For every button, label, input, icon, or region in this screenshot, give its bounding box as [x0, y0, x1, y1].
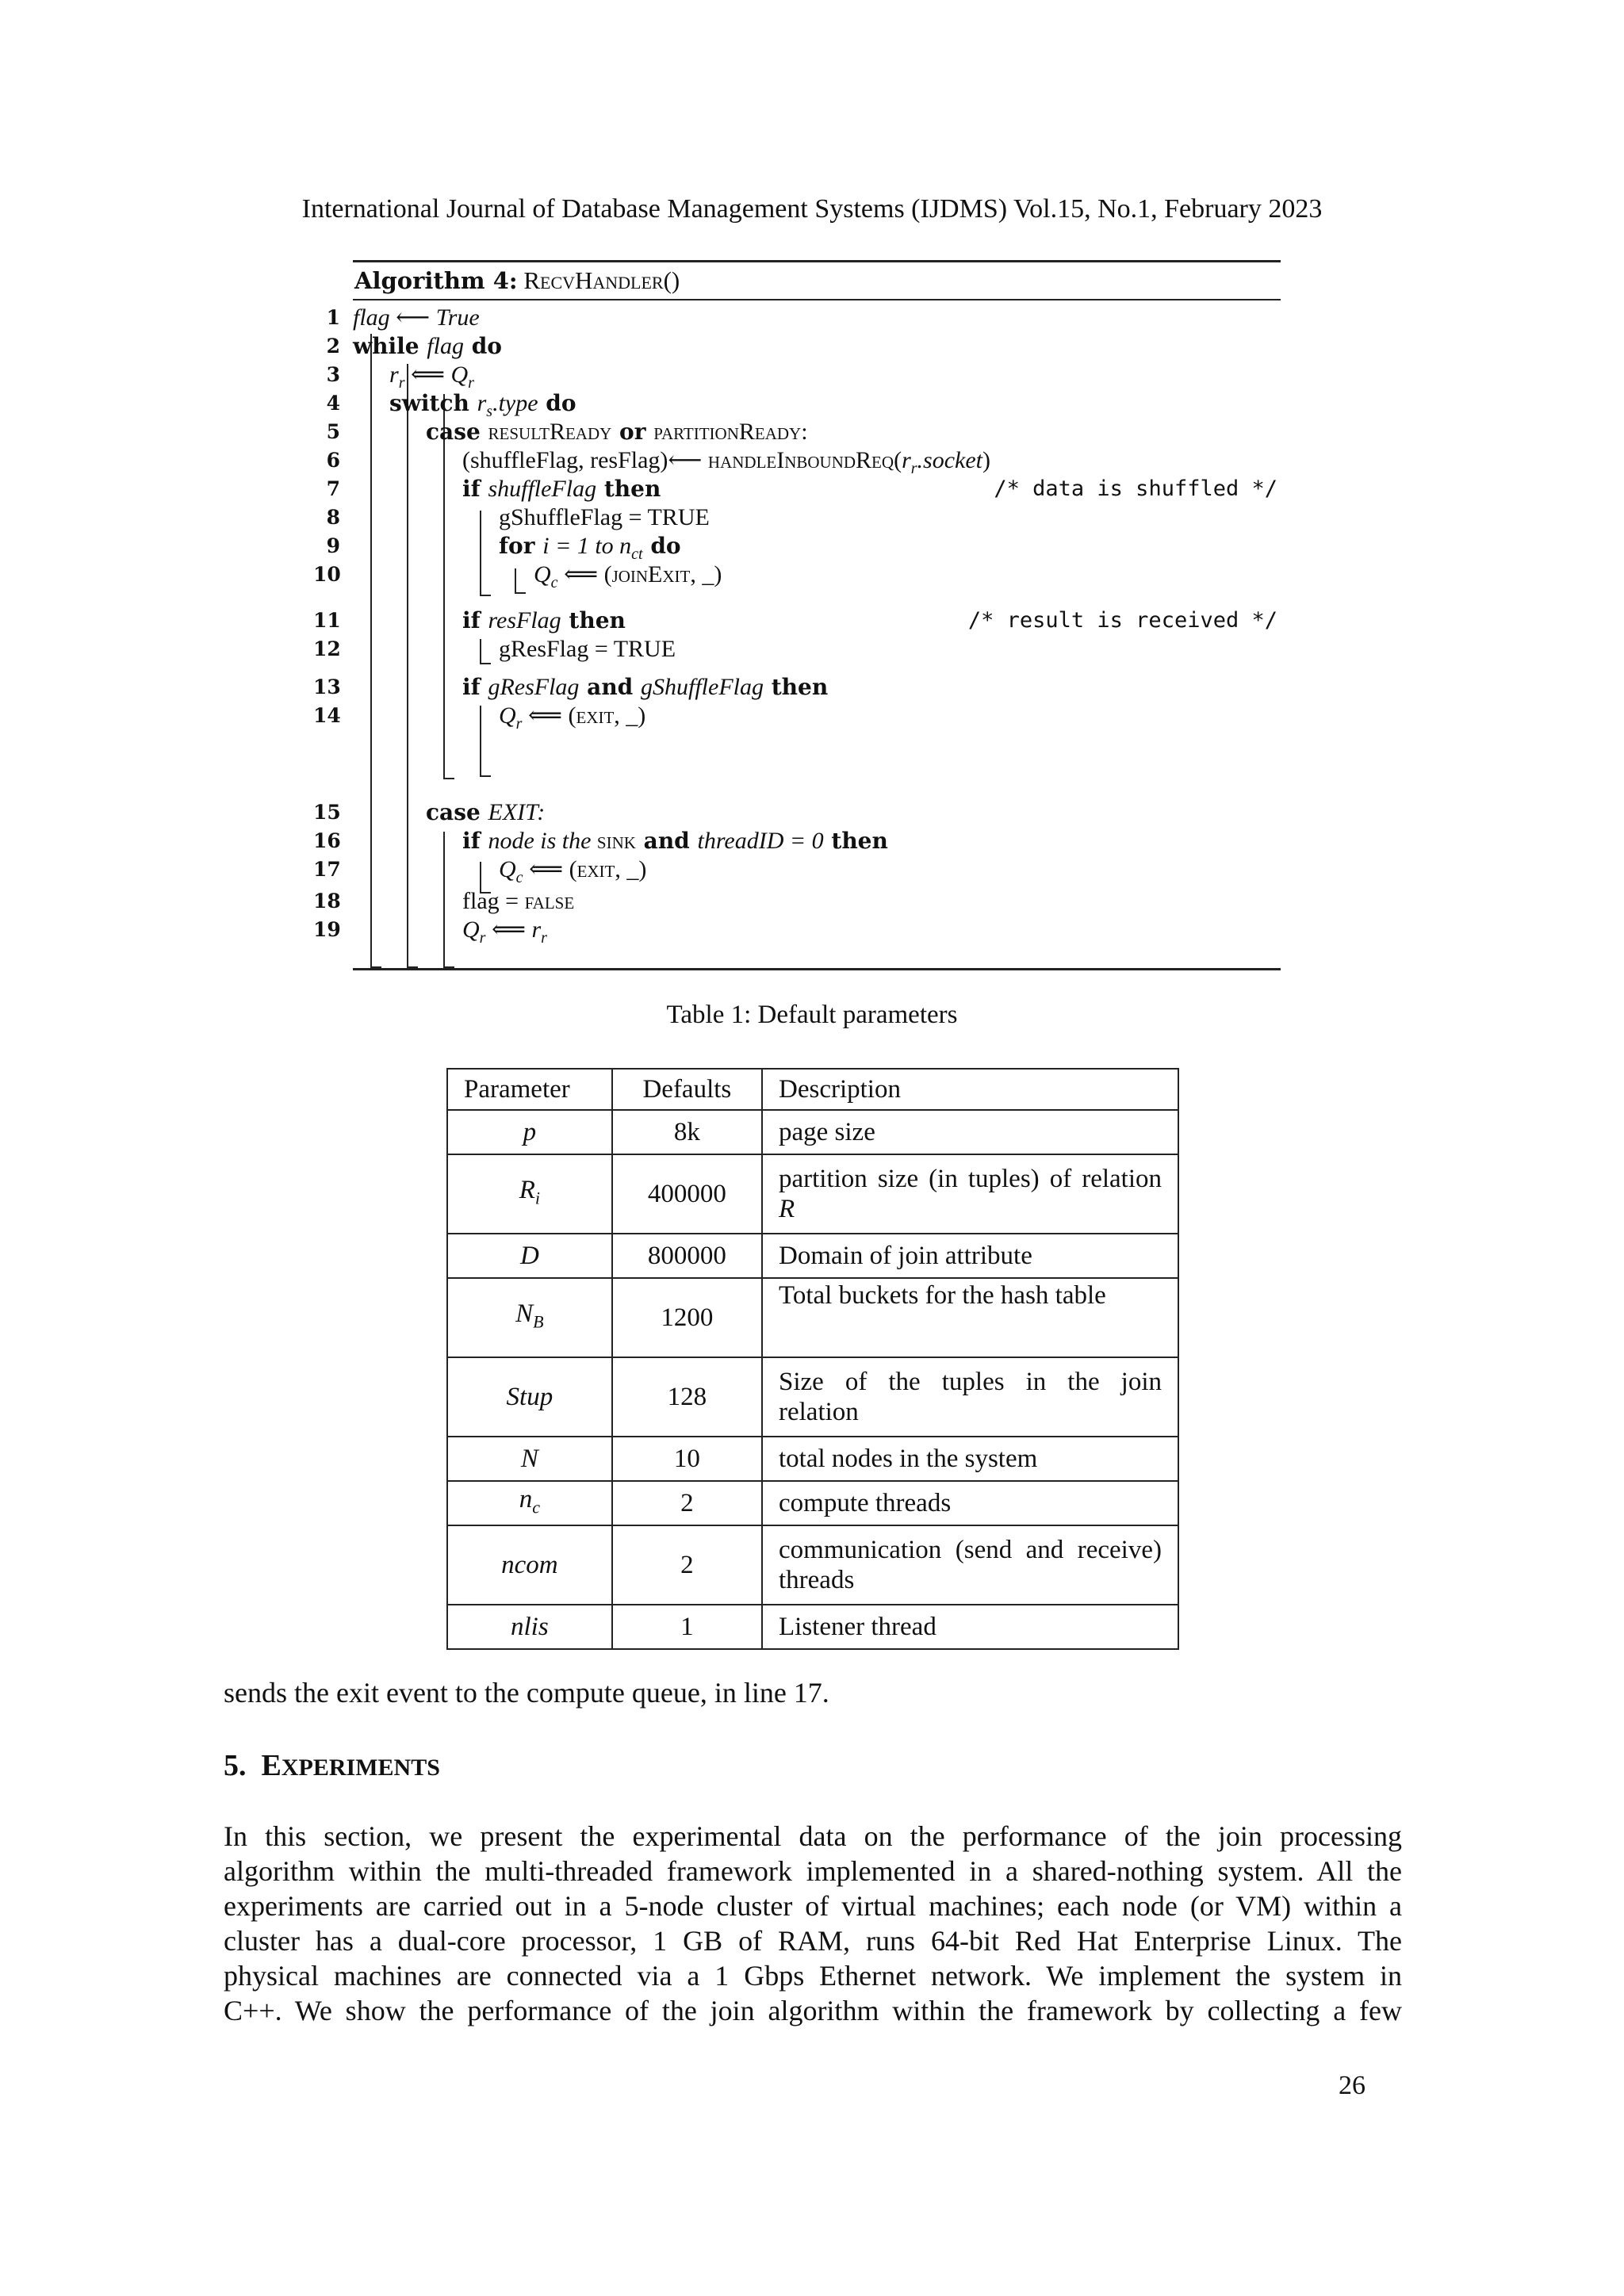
paragraph-line: In this section, we present the experimental data on the performance of the join processing	[224, 1820, 1402, 1852]
table-row	[447, 1525, 1178, 1605]
algorithm-caption	[353, 262, 1281, 300]
description-cell: Listener thread	[762, 1605, 1178, 1649]
default-cell: 2	[612, 1525, 762, 1605]
table-header-cell: Description	[762, 1069, 1178, 1110]
algorithm-line	[326, 389, 1281, 420]
line-number: 11	[313, 609, 341, 632]
description-cell: Total buckets for the hash table	[762, 1278, 1178, 1357]
line-code: $Q_c$ ⟸ (joinExit, _)	[534, 561, 722, 591]
indent-bar-if-both-end	[480, 775, 491, 777]
algorithm-block	[313, 260, 1281, 970]
default-parameters-table	[446, 1068, 1179, 1650]
line-comment: /* data is shuffled */	[994, 476, 1277, 501]
line-number: 15	[313, 801, 341, 824]
line-code: (shuffleFlag, resFlag)⟵ $handleInboundReq(r_r.socket)$	[462, 447, 991, 477]
body-text-after-table: sends the exit event to the compute queue, in line 17.	[224, 1677, 829, 1709]
description-cell: communication (send and receive) threads	[762, 1525, 1178, 1605]
param-cell: N	[447, 1437, 612, 1481]
algorithm-line	[326, 446, 1281, 477]
algorithm-line	[313, 561, 1281, 591]
algorithm-line	[326, 475, 1281, 503]
indent-bar-switch-end	[407, 966, 418, 968]
line-code: flag = false	[462, 888, 575, 914]
table-header-row	[447, 1069, 1178, 1110]
algorithm-line	[326, 532, 1281, 563]
paragraph-line: physical machines are connected via a 1 Gbps Ethernet network. We implement the system in	[224, 1960, 1402, 1992]
param-cell: Stup	[447, 1357, 612, 1437]
section-title-rest: XPERIMENTS	[281, 1755, 440, 1781]
paragraph-line: experiments are carried out in a 5-node cluster of virtual machines; each node (or VM) within a	[224, 1890, 1402, 1922]
algorithm-line	[313, 607, 1281, 635]
line-number: 9	[326, 534, 340, 557]
line-code: $r_r$ ⟸ $Q_r$	[389, 362, 474, 392]
line-number: 2	[326, 335, 340, 358]
table-header-cell: Parameter	[447, 1069, 612, 1110]
page-number: 26	[1339, 2071, 1365, 2100]
line-code: gResFlag = TRUE	[499, 636, 676, 662]
line-code: gShuffleFlag = TRUE	[499, 504, 710, 530]
line-number: 18	[313, 890, 341, 913]
algorithm-line	[313, 798, 1281, 827]
param-cell: D	[447, 1234, 612, 1278]
param-cell: $n_c$	[447, 1481, 612, 1525]
algorithm-label: Algorithm 4:	[354, 267, 518, 294]
default-cell: 800000	[612, 1234, 762, 1278]
paragraph-line: algorithm within the multi-threaded framework implemented in a shared-nothing system. All the	[224, 1855, 1402, 1887]
indent-bar-while-end	[370, 966, 381, 968]
line-code: $Q_c$ ⟸ (exit, _)	[499, 856, 647, 886]
description-cell: partition size (in tuples) of relation R	[762, 1154, 1178, 1234]
description-cell: Size of the tuples in the join relation	[762, 1357, 1178, 1437]
table-caption: Table 1: Default parameters	[666, 1001, 958, 1029]
algorithm-line	[313, 673, 1281, 702]
description-cell: total nodes in the system	[762, 1437, 1178, 1481]
default-cell: 10	[612, 1437, 762, 1481]
line-number: 17	[313, 858, 341, 881]
line-number: 4	[326, 392, 340, 415]
description-cell: page size	[762, 1110, 1178, 1154]
line-number: 10	[313, 563, 341, 586]
table-row	[447, 1481, 1178, 1525]
table-row	[447, 1278, 1178, 1357]
param-cell: $N_B$	[447, 1278, 612, 1357]
description-cell: Domain of join attribute	[762, 1234, 1178, 1278]
section-number: 5.	[224, 1749, 247, 1782]
default-cell: 1200	[612, 1278, 762, 1357]
line-code: while flag do	[353, 333, 502, 359]
algorithm-line	[313, 887, 1281, 916]
algorithm-line	[326, 503, 1281, 532]
line-number: 16	[313, 829, 341, 852]
line-comment: /* result is received */	[967, 608, 1277, 633]
line-code: for i = 1 to $n_{ct}$ do	[499, 533, 681, 563]
body-paragraph	[224, 1819, 1402, 2028]
algorithm-name: RecvHandler()	[523, 266, 680, 294]
param-cell: ncom	[447, 1525, 612, 1605]
section-title-first: E	[261, 1749, 282, 1782]
algorithm-line	[313, 855, 1281, 886]
algorithm-body	[313, 300, 1281, 970]
indent-bar-if-shuffle-end	[480, 595, 491, 596]
table-row	[447, 1110, 1178, 1154]
line-number: 7	[326, 477, 340, 500]
default-cell: 128	[612, 1357, 762, 1437]
algorithm-line	[326, 304, 1281, 332]
line-code: if resFlag then	[462, 607, 626, 633]
default-cell: 8k	[612, 1110, 762, 1154]
line-number: 8	[326, 506, 340, 529]
line-code: if gResFlag and gShuffleFlag then	[462, 674, 829, 700]
paragraph-line: cluster has a dual-core processor, 1 GB of RAM, runs 64-bit Red Hat Enterprise Linux. The	[224, 1925, 1402, 1957]
paragraph-line: C++. We show the performance of the join algorithm within the framework by collecting a few	[224, 1995, 1402, 2026]
line-code: case resultReady or partitionReady:	[426, 419, 808, 445]
line-number: 19	[313, 918, 341, 941]
running-header: International Journal of Database Management Systems (IJDMS) Vol.15, No.1, February 2023	[301, 194, 1323, 224]
table-row	[447, 1605, 1178, 1649]
line-code: flag ⟵ True	[353, 304, 480, 331]
indent-bar-for-end	[515, 592, 526, 594]
table-row	[447, 1234, 1178, 1278]
param-cell: $R_i$	[447, 1154, 612, 1234]
algorithm-line	[313, 916, 1281, 947]
algorithm-line	[313, 702, 1281, 733]
algorithm-line	[326, 332, 1281, 361]
default-cell: 1	[612, 1605, 762, 1649]
line-code: $Q_r$ ⟸ $r_r$	[462, 916, 547, 947]
algorithm-line	[326, 418, 1281, 446]
algorithm-line	[326, 361, 1281, 392]
section-heading	[224, 1748, 440, 1783]
line-number: 1	[326, 306, 340, 329]
indent-bar-case2-end	[443, 966, 454, 968]
table-row	[447, 1437, 1178, 1481]
indent-bar-case1-end	[443, 778, 454, 779]
line-code: if shuffleFlag then	[462, 476, 661, 502]
line-number: 3	[326, 363, 340, 386]
line-number: 5	[326, 420, 340, 443]
line-code: $Q_r$ ⟸ (exit, _)	[499, 702, 646, 733]
line-number: 12	[313, 637, 341, 660]
default-cell: 2	[612, 1481, 762, 1525]
algorithm-line	[313, 827, 1281, 855]
param-cell: nlis	[447, 1605, 612, 1649]
algorithm-line	[313, 635, 1281, 664]
param-cell: p	[447, 1110, 612, 1154]
line-number: 6	[326, 449, 340, 472]
table-header-cell: Defaults	[612, 1069, 762, 1110]
line-code: if node is the sink and threadID = 0 then	[462, 828, 888, 854]
line-number: 14	[313, 704, 341, 727]
line-code: case EXIT:	[426, 799, 546, 825]
table-row	[447, 1357, 1178, 1437]
default-cell: 400000	[612, 1154, 762, 1234]
table-row	[447, 1154, 1178, 1234]
line-code: switch $r_s.type$ do	[389, 390, 576, 420]
description-cell: compute threads	[762, 1481, 1178, 1525]
line-number: 13	[313, 675, 341, 698]
